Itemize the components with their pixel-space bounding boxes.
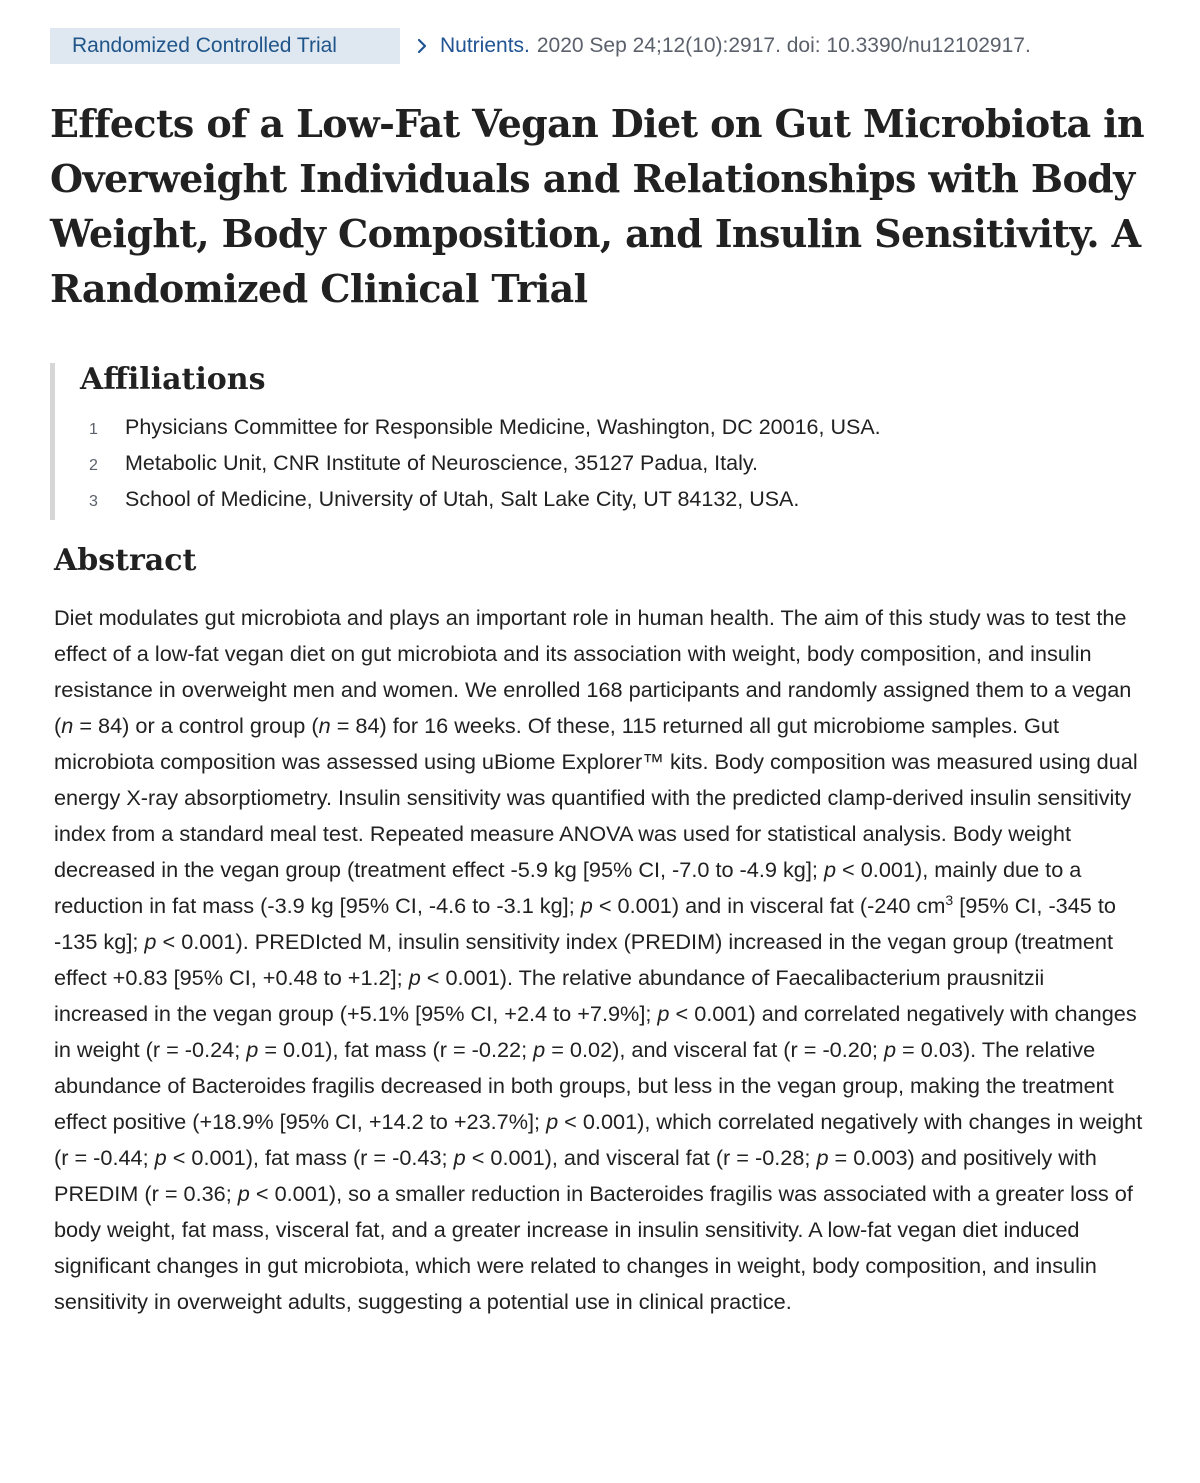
abstract-segment: < 0.001) and correlated negatively with changes in weight (r = -0.24; [54, 1001, 1137, 1062]
abstract-segment: < 0.001). PREDIcted M, insulin sensitivity index (PREDIM) increased in the vegan group (treatment effect +0.83 [95% CI, +0.48 to +1.2]; [54, 929, 1113, 990]
article-title: Effects of a Low-Fat Vegan Diet on Gut Microbiota in Overweight Individuals and Relationships with Body Weight, Body Composition, and Insulin Sensitivity. A Randomized Clinical Trial [50, 101, 1145, 311]
abstract-segment: = 0.01), fat mass (r = -0.22; [258, 1037, 534, 1062]
affiliation-text: Metabolic Unit, CNR Institute of Neuroscience, 35127 Padua, Italy. [125, 451, 758, 475]
abstract-segment: = 84) or a control group ( [73, 713, 319, 738]
affiliations-heading: Affiliations [80, 362, 266, 397]
abstract-segment: < 0.001), mainly due to a reduction in fat mass (-3.9 kg [95% CI, -4.6 to -3.1 kg]; [54, 857, 1082, 918]
italic-symbol: n [318, 713, 331, 738]
publication-type-badge[interactable]: Randomized Controlled Trial [50, 28, 400, 64]
abstract-segment: < 0.001) and in visceral fat (-240 cm [592, 893, 946, 918]
citation-bar [50, 28, 1031, 64]
abstract-segment: < 0.001), fat mass (r = -0.43; [166, 1145, 454, 1170]
affiliation-number: 1 [89, 421, 98, 438]
italic-symbol: p [657, 1001, 670, 1026]
abstract-segment: = 0.003) and positively with PREDIM (r = 0.36; [54, 1145, 1097, 1206]
affiliation-number: 2 [89, 457, 98, 474]
chevron-right-icon [414, 35, 432, 57]
italic-symbol: n [61, 713, 74, 738]
italic-symbol: p [546, 1109, 559, 1134]
affiliation-item [85, 415, 881, 451]
abstract-heading: Abstract [54, 543, 197, 578]
affiliation-item [85, 451, 881, 487]
affiliations-list [85, 415, 881, 523]
abstract-segment: = 84) for 16 weeks. Of these, 115 returned all gut microbiome samples. Gut microbiota composition was assessed using uBiome Explorer™ kits. Body composition was measured using dual energy X-ray absorptiometry. Insulin sensitivity was quantified with the predicted clamp-derived insulin sensitivity index from a standard meal test. Repeated measure ANOVA was used for statistical analysis. Body weight decreased in the vegan group (treatment effect -5.9 kg [95% CI, -7.0 to -4.9 kg]; [54, 713, 1138, 882]
superscript: 3 [945, 891, 954, 908]
italic-symbol: p [408, 965, 421, 990]
citation-details: 2020 Sep 24;12(10):2917. doi: 10.3390/nu12102917. [536, 34, 1031, 57]
abstract-segment: < 0.001). The relative abundance of Faecalibacterium prausnitzii increased in the vegan group (+5.1% [95% CI, +2.4 to +7.9%]; [54, 965, 1045, 1026]
italic-symbol: p [144, 929, 157, 954]
journal-link[interactable]: Nutrients. [440, 34, 530, 57]
italic-symbol: p [453, 1145, 466, 1170]
italic-symbol: p [533, 1037, 546, 1062]
abstract-segment: = 0.03). The relative abundance of Bacteroides fragilis decreased in both groups, but less in the vegan group, making the treatment effect positive (+18.9% [95% CI, +14.2 to +23.7%]; [54, 1037, 1114, 1134]
italic-symbol: p [154, 1145, 167, 1170]
italic-symbol: p [237, 1181, 250, 1206]
italic-symbol: p [883, 1037, 897, 1062]
abstract-segment: = 0.02), and visceral fat (r = -0.20; [545, 1037, 884, 1062]
affiliation-number: 3 [89, 493, 98, 510]
abstract-segment: [95% CI, -345 to -135 kg]; [54, 893, 1116, 954]
abstract-segment: < 0.001), and visceral fat (r = -0.28; [465, 1145, 817, 1170]
abstract-text [54, 600, 1144, 1320]
affiliation-text: School of Medicine, University of Utah, Salt Lake City, UT 84132, USA. [125, 487, 800, 511]
abstract-segment: < 0.001), which correlated negatively with changes in weight (r = -0.44; [54, 1109, 1143, 1170]
abstract-segment: Diet modulates gut microbiota and plays an important role in human health. The aim of this study was to test the effect of a low-fat vegan diet on gut microbiota and its association with weight, body composition, and insulin resistance in overweight men and women. We enrolled 168 participants and randomly assigned them to a vegan ( [54, 605, 1132, 738]
affiliation-item [85, 487, 881, 523]
italic-symbol: p [823, 857, 837, 882]
affiliations-section [50, 363, 1055, 520]
italic-symbol: p [246, 1037, 259, 1062]
italic-symbol: p [580, 893, 593, 918]
italic-symbol: p [816, 1145, 829, 1170]
citation [414, 34, 1031, 58]
affiliation-text: Physicians Committee for Responsible Medicine, Washington, DC 20016, USA. [125, 415, 881, 439]
abstract-segment: < 0.001), so a smaller reduction in Bacteroides fragilis was associated with a greater loss of body weight, fat mass, visceral fat, and a greater increase in insulin sensitivity. A low-fat vegan diet induced significant changes in gut microbiota, which were related to changes in weight, body composition, and insulin sensitivity in overweight adults, suggesting a potential use in clinical practice. [54, 1181, 1133, 1314]
